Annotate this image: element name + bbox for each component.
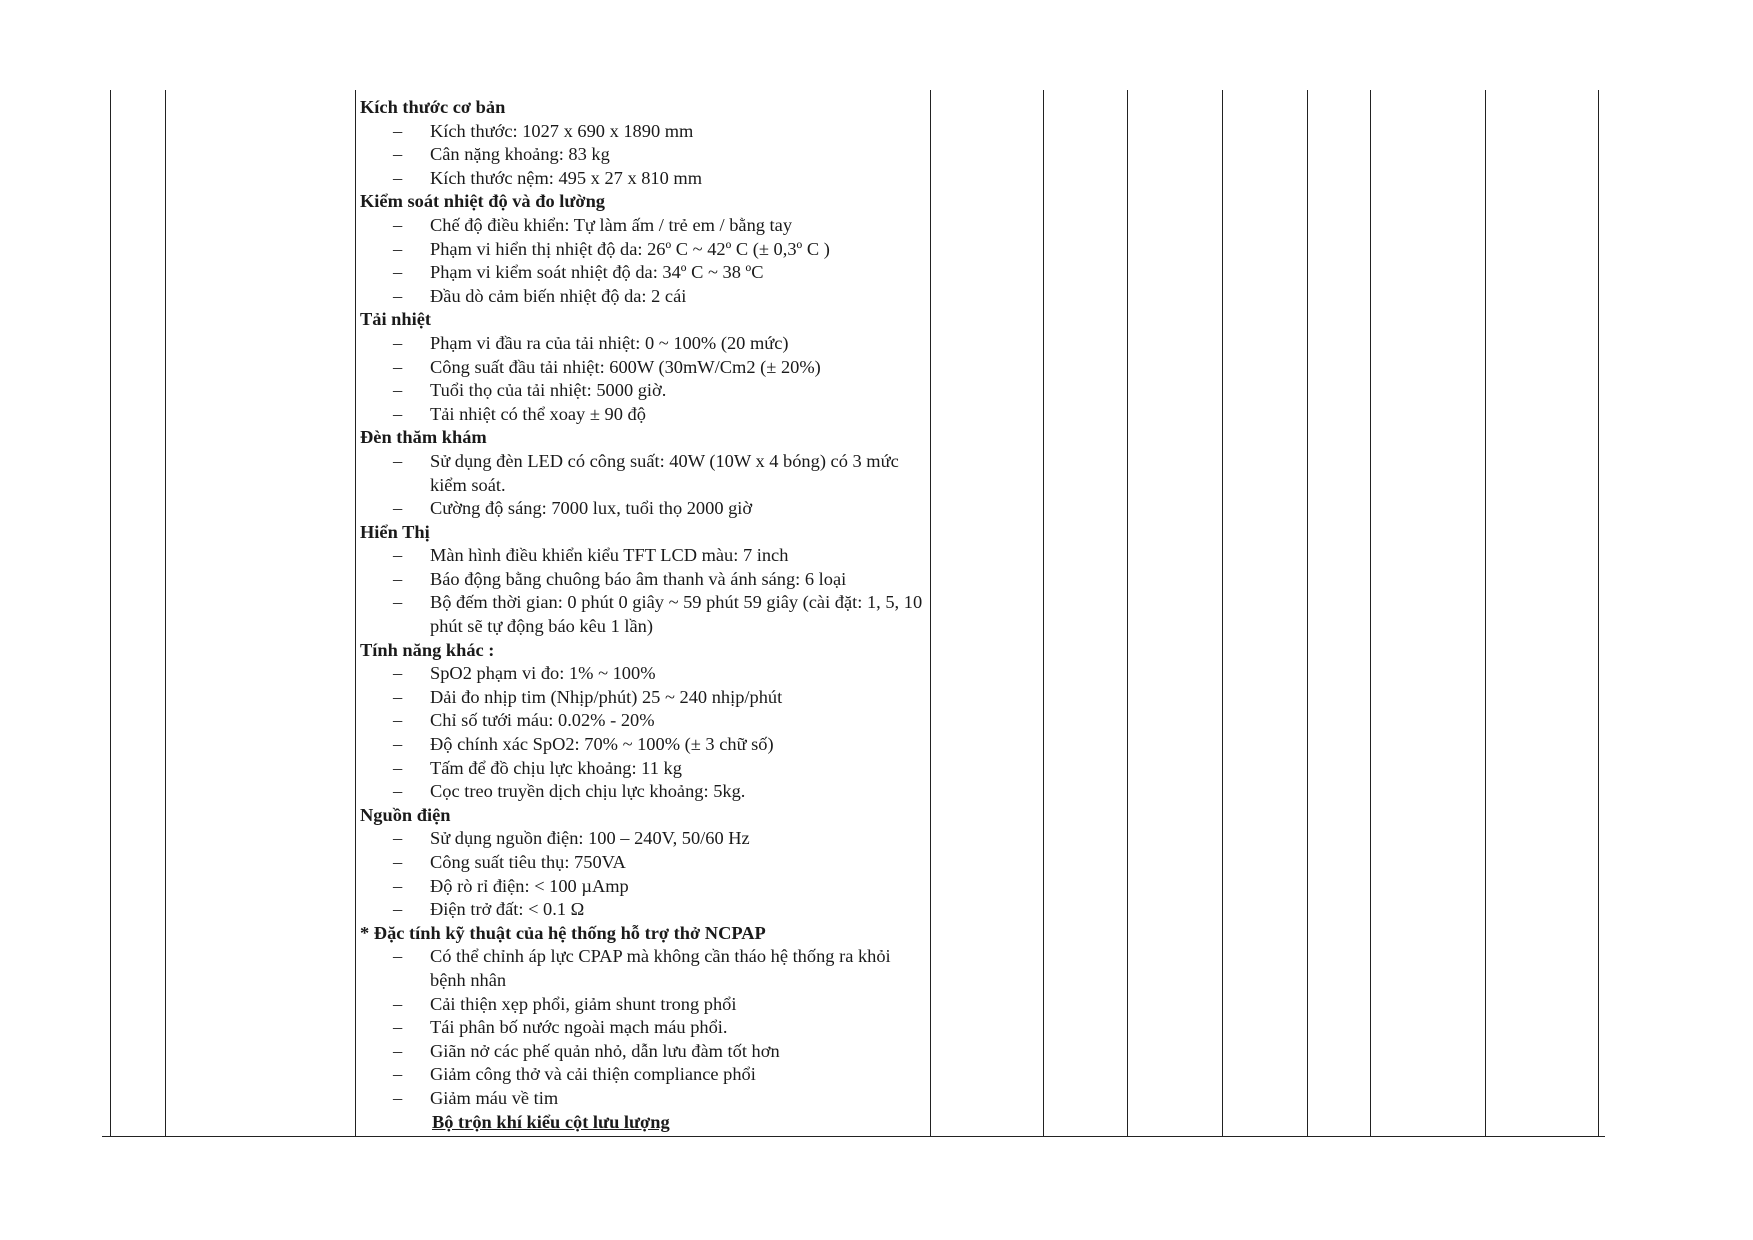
spec-list-item [360,356,930,380]
spec-item-text: Kích thước nệm: 495 x 27 x 810 mm [430,167,703,188]
spec-item-text: Đầu dò cảm biến nhiệt độ da: 2 cái [430,285,687,306]
table-col-divider [1485,90,1486,1136]
spec-item-text: Phạm vi kiểm soát nhiệt độ da: 34º C ~ 38 ºC [430,262,764,283]
spec-description-cell [360,96,930,1134]
spec-list-item [360,544,930,568]
section-heading: Kích thước cơ bản [360,97,506,117]
dash-bullet: – [393,1087,403,1108]
dash-bullet: – [393,686,403,707]
spec-item-text: Độ chính xác SpO2: 70% ~ 100% (± 3 chữ số) [430,734,774,755]
spec-list-item [360,450,930,497]
table-col-divider [930,90,931,1136]
dash-bullet: – [393,852,403,872]
table-bottom-border [102,1136,1605,1137]
spec-item-text: Điện trở đất: < 0.1 Ω [430,899,585,920]
dash-bullet: – [393,757,403,778]
spec-list-item [360,568,930,592]
section-heading: Tính năng khác : [360,639,495,660]
spec-item-text: SpO2 phạm vi đo: 1% ~ 100% [430,663,656,684]
spec-list-item [360,993,930,1017]
spec-item-text: Có thể chỉnh áp lực CPAP mà không cần tháo hệ thống ra khỏi bệnh nhân [430,946,891,990]
spec-item-text: Phạm vi hiển thị nhiệt độ da: 26º C ~ 42º C (± 0,3º C ) [430,238,830,259]
spec-list-item [360,1040,930,1064]
table-col-divider [1307,90,1308,1136]
spec-list-item [360,379,930,403]
dash-bullet: – [393,1017,403,1038]
spec-item-text: Giãn nở các phế quản nhỏ, dẫn lưu đàm tốt hơn [430,1040,780,1061]
dash-bullet: – [393,285,403,306]
dash-bullet: – [393,450,403,471]
table-col-divider [1370,90,1371,1136]
spec-item-text: Tuổi thọ của tải nhiệt: 5000 giờ. [430,380,667,401]
dash-bullet: – [393,498,403,519]
dash-bullet: – [393,262,403,283]
final-subheading: Bộ trộn khí kiểu cột lưu lượng [432,1111,670,1132]
dash-bullet: – [393,663,403,684]
spec-list-item [360,120,930,144]
spec-list-item [360,497,930,521]
dash-bullet: – [393,356,403,377]
dash-bullet: – [393,592,403,613]
spec-list-item [360,1063,930,1087]
spec-list-item [360,285,930,309]
dash-bullet: – [393,899,403,920]
dash-bullet: – [393,144,403,165]
dash-bullet: – [393,380,403,401]
spec-item-text: Bộ đếm thời gian: 0 phút 0 giây ~ 59 phút 59 giây (cài đặt: 1, 5, 10 phút sẽ tự động báo kêu 1 lần) [430,592,923,637]
section-heading: Tải nhiệt [360,309,432,330]
spec-item-text: Giảm máu về tim [430,1087,559,1108]
section-heading: Hiển Thị [360,521,430,542]
spec-item-text: Cải thiện xẹp phổi, giảm shunt trong phổi [430,993,737,1014]
spec-list-item [360,403,930,427]
spec-list-item [360,167,930,191]
spec-item-text: Công suất đầu tải nhiệt: 600W (30mW/Cm2 (± 20%) [430,356,821,377]
spec-list-item [360,898,930,922]
dash-bullet: – [393,734,403,755]
spec-list-item [360,143,930,167]
table-col-divider [165,90,166,1136]
dash-bullet: – [393,946,403,967]
dash-bullet: – [393,120,403,141]
spec-item-text: Sử dụng nguồn điện: 100 – 240V, 50/60 Hz [430,828,750,849]
spec-item-text: Giảm công thở và cải thiện compliance phổi [430,1064,756,1085]
spec-list-item [360,214,930,238]
spec-list-item [360,261,930,285]
spec-list-item [360,686,930,710]
dash-bullet: – [393,238,403,259]
spec-list-item [360,945,930,992]
spec-list-item [360,238,930,262]
spec-item-text: Dải đo nhịp tim (Nhịp/phút) 25 ~ 240 nhịp/phút [430,686,783,707]
table-border-right [1598,90,1599,1136]
table-col-divider [355,90,356,1136]
dash-bullet: – [393,1064,403,1085]
spec-list-item [360,757,930,781]
spec-list-item [360,662,930,686]
section-heading: Nguồn điện [360,804,451,825]
spec-list-item [360,1016,930,1040]
spec-item-text: Sử dụng đèn LED có công suất: 40W (10W x 4 bóng) có 3 mức kiểm soát. [430,450,899,495]
dash-bullet: – [393,568,403,589]
dash-bullet: – [393,403,403,424]
spec-list-item [360,709,930,733]
spec-item-text: Tấm để đồ chịu lực khoảng: 11 kg [430,757,682,778]
dash-bullet: – [393,332,403,353]
dash-bullet: – [393,545,403,566]
spec-item-text: Chế độ điều khiển: Tự làm ấm / trẻ em / bằng tay [430,214,793,235]
spec-item-text: Độ rò rỉ điện: < 100 µAmp [430,875,629,896]
dash-bullet: – [393,1040,403,1061]
spec-list-item [360,733,930,757]
spec-list-item [360,591,930,638]
spec-list-item [360,780,930,804]
table-col-divider [1222,90,1223,1136]
dash-bullet: – [393,781,403,802]
spec-list-item [360,827,930,851]
spec-list-item [360,851,930,875]
spec-item-text: Chỉ số tưới máu: 0.02% - 20% [430,710,655,731]
table-col-divider [1043,90,1044,1136]
spec-item-text: Tái phân bố nước ngoài mạch máu phổi. [430,1017,728,1038]
spec-list-item [360,332,930,356]
spec-item-text: Công suất tiêu thụ: 750VA [430,852,626,872]
spec-item-text: Phạm vi đầu ra của tải nhiệt: 0 ~ 100% (20 mức) [430,332,789,353]
spec-item-text: Báo động bằng chuông báo âm thanh và ánh sáng: 6 loại [430,568,847,589]
spec-list-item [360,875,930,899]
spec-item-text: Màn hình điều khiển kiểu TFT LCD màu: 7 inch [430,545,789,566]
dash-bullet: – [393,214,403,235]
dash-bullet: – [393,710,403,731]
section-heading: Kiểm soát nhiệt độ và đo lường [360,191,605,212]
spec-item-text: Cường độ sáng: 7000 lux, tuổi thọ 2000 giờ [430,498,753,519]
spec-item-text: Tải nhiệt có thể xoay ± 90 độ [430,403,646,424]
section-heading: * Đặc tính kỹ thuật của hệ thống hỗ trợ thở NCPAP [360,922,766,943]
dash-bullet: – [393,167,403,188]
spec-item-text: Cọc treo truyền dịch chịu lực khoảng: 5kg. [430,781,746,802]
table-border-left [110,90,111,1136]
dash-bullet: – [393,993,403,1014]
dash-bullet: – [393,875,403,896]
dash-bullet: – [393,828,403,849]
spec-item-text: Cân nặng khoảng: 83 kg [430,144,610,165]
table-col-divider [1127,90,1128,1136]
spec-list-item [360,1087,930,1111]
section-heading: Đèn thăm khám [360,427,487,448]
spec-item-text: Kích thước: 1027 x 690 x 1890 mm [430,120,694,141]
